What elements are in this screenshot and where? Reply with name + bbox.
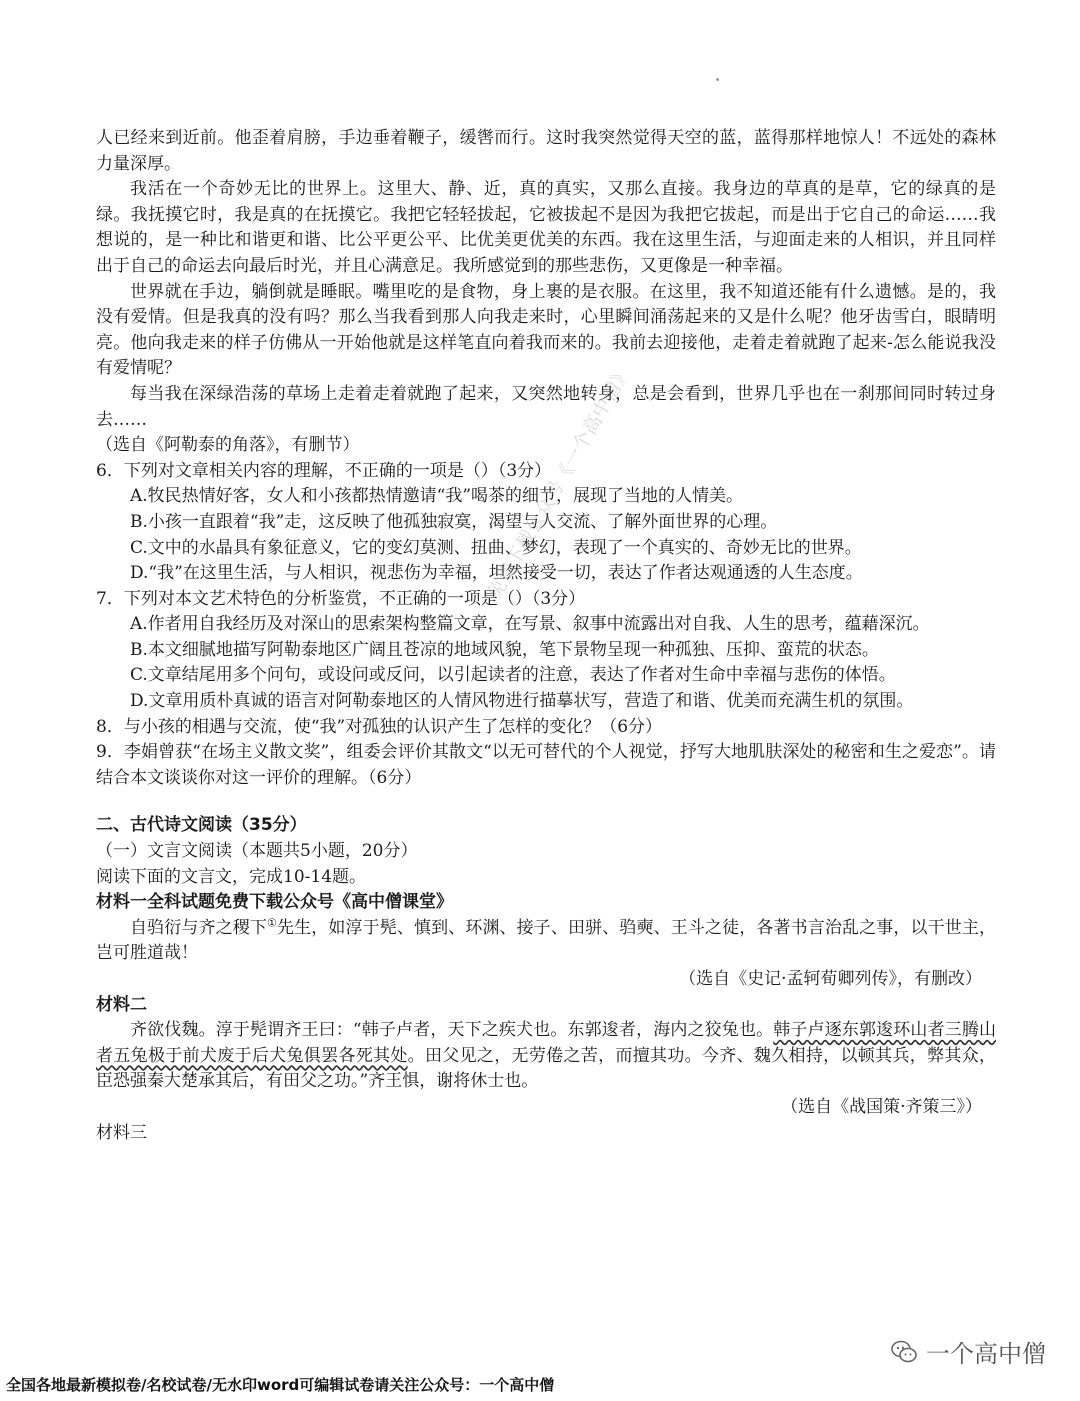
material-2-text-end: 。田父见之，无劳倦之苦，而擅其功。今齐、魏久相持，以顿其兵，弊其众，臣恐强秦大楚承其后，有田父之功。”齐王惧，谢将休士也。 bbox=[96, 1045, 997, 1092]
exam-page-content bbox=[96, 126, 996, 1146]
passage-paragraph-1: 人已经来到近前。他歪着肩膀，手边垂着鞭子，缓辔而行。这时我突然觉得天空的蓝，蓝得那样地惊人！不远处的森林力量深厚。 bbox=[96, 128, 996, 174]
question-6: 6．下列对文章相关内容的理解，不正确的一项是（）（3分） bbox=[96, 460, 552, 481]
material-1-text-start: 自驺衍与齐之稷下 bbox=[130, 917, 267, 938]
passage-paragraph-4: 每当我在深绿浩荡的草场上走着走着就跑了起来，又突然地转身，总是会看到，世界几乎也在一刹那间同时转过身去…… bbox=[96, 383, 996, 430]
question-6-option-a: A.牧民热情好客，女人和小孩都热情邀请“我”喝茶的细节，展现了当地的人情美。 bbox=[130, 486, 744, 507]
material-2-text-start: 齐欲伐魏。淳于髡谓齐王曰：“韩子卢者，天下之疾犬也。东郭逡者，海内之狡兔也。 bbox=[130, 1020, 774, 1041]
scan-speck bbox=[716, 78, 719, 81]
question-6-option-c: C.文中的水晶具有象征意义，它的变幻莫测、扭曲、梦幻，表现了一个真实的、奇妙无比的世界。 bbox=[130, 537, 862, 558]
brand-name: 一个高中僧 bbox=[926, 1340, 1046, 1368]
question-7-option-a: A.作者用自我经历及对深山的思索架构整篇文章，在写景、叙事中流露出对自我、人生的思考，蕴藉深沉。 bbox=[130, 614, 930, 635]
footnote-marker: ① bbox=[266, 916, 277, 930]
material-1-text bbox=[96, 916, 996, 967]
material-2-title: 材料二 bbox=[96, 994, 147, 1015]
material-2-text bbox=[96, 1018, 996, 1095]
material-3-title: 材料三 bbox=[96, 1122, 147, 1143]
question-9: 9．李娟曾获“在场主义散文奖”，组委会评价其散文“以无可替代的个人视觉，抒写大地肌肤深处的秘密和生之爱恋”。请结合本文谈谈你对这一评价的理解。（6分） bbox=[96, 742, 996, 788]
material-1-source: （选自《史记·孟轲荀卿列传》，有删改） bbox=[679, 969, 982, 989]
material-2-wavy-underlined-sentence: 韩子卢逐东郭逡环山者三腾山者五兔极于前犬废于后犬兔俱罢各死其处 bbox=[96, 1020, 997, 1066]
material-1-text-end: 先生，如淳于髡、慎到、环渊、接子、田骈、驺奭、王斗之徒，各著书言治乱之事，以干世主，岂可胜道哉！ bbox=[96, 917, 996, 964]
material-2-source: （选自《战国策·齐策三》） bbox=[781, 1096, 982, 1117]
passage-source: （选自《阿勒泰的角落》，有删节） bbox=[96, 435, 360, 456]
passage-paragraph-3: 世界就在手边，躺倒就是睡眠。嘴里吃的是食物，身上裹的是衣服。在这里，我不知道还能有什么遗憾。是的，我没有爱情。但是我真的没有吗？那么当我看到那人向我走来时，心里瞬间涌荡起来的又是什么呢？他牙齿雪白，眼睛明亮。他向我走来的样子仿佛从一开始他就是这样笔直向着我而来的。我前去迎接他，走着走着就跑了起来-怎么能说我没有爱情呢？ bbox=[96, 281, 996, 379]
wechat-brand-logo bbox=[890, 1334, 1046, 1369]
wechat-icon bbox=[890, 1338, 918, 1366]
question-7-option-b: B.本文细腻地描写阿勒泰地区广阔且苍凉的地域风貌，笔下景物呈现一种孤独、压抑、蛮荒的状态。 bbox=[130, 639, 879, 660]
question-8: 8．与小孩的相遇与交流，使“我”对孤独的认识产生了怎样的变化？（6分） bbox=[96, 716, 663, 737]
question-6-option-b: B.小孩一直跟着“我”走，这反映了他孤独寂寞，渴望与人交流、了解外面世界的心理。 bbox=[130, 511, 778, 532]
material-1-title: 材料一全科试题免费下载公众号《高中僧课堂》 bbox=[96, 892, 453, 913]
section-2-instruction: 阅读下面的文言文，完成10-14题。 bbox=[96, 866, 367, 887]
question-7: 7．下列对本文艺术特色的分析鉴赏，不正确的一项是（）（3分） bbox=[96, 588, 586, 609]
diagonal-watermark: 免费下载公众号《一个高中僧》 bbox=[483, 361, 636, 603]
section-2-heading: 二、古代诗文阅读（35分） bbox=[96, 815, 307, 836]
footer-notice: 全国各地最新模拟卷/名校试卷/无水印word可编辑试卷请关注公众号：一个高中僧 bbox=[6, 1376, 555, 1394]
question-7-option-c: C.文章结尾用多个问句，或设问或反问，以引起读者的注意，表达了作者对生命中幸福与悲伤的体悟。 bbox=[130, 665, 896, 686]
passage-paragraph-2: 我活在一个奇妙无比的世界上。这里大、静、近，真的真实，又那么直接。我身边的草真的是草，它的绿真的是绿。我抚摸它时，我是真的在抚摸它。我把它轻轻拔起，它被拔起不是因为我把它拔起，而是出于它自己的命运……我想说的，是一种比和谐更和谐、比公平更公平、比优美更优美的东西。我在这里生活，与迎面走来的人相识，并且同样出于自己的命运去向最后时光，并且心满意足。我所感觉到的那些悲伤，又更像是一种幸福。 bbox=[96, 179, 996, 276]
question-6-option-d: D.“我”在这里生活，与人相识，视悲伤为幸福，坦然接受一切，表达了作者达观通透的人生态度。 bbox=[130, 563, 863, 584]
section-2-subheading: （一）文言文阅读（本题共5小题，20分） bbox=[96, 841, 418, 862]
question-7-option-d: D.文章用质朴真诚的语言对阿勒泰地区的人情风物进行描摹状写，营造了和谐、优美而充满生机的氛围。 bbox=[130, 691, 914, 712]
